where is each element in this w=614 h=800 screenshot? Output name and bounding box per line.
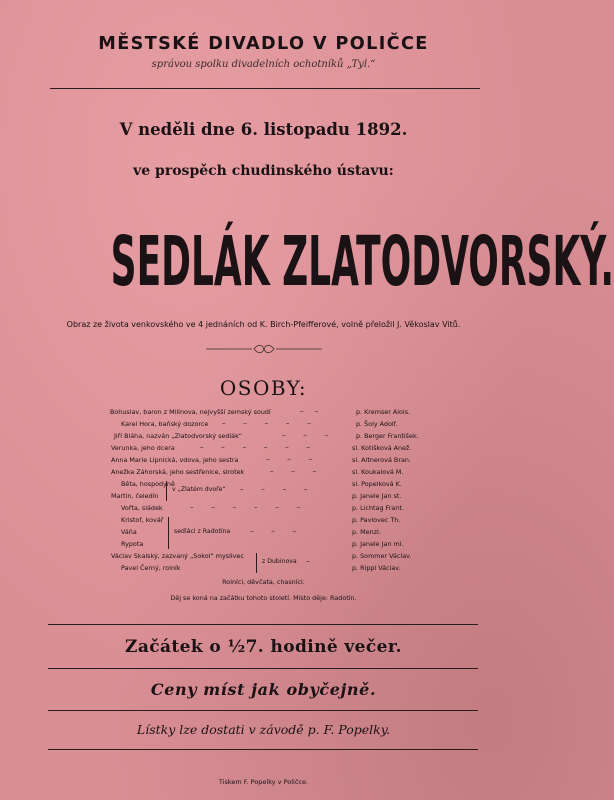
printer-imprint: Tiskem F. Popelky v Poličce. <box>218 778 309 786</box>
group-bracket <box>256 553 257 573</box>
cast-actor: p. Sommer Václav. <box>352 552 412 560</box>
prices-line: Ceny míst jak obyčejně. <box>150 680 377 699</box>
cast-actor: p. Kremser Alois. <box>356 408 411 416</box>
group-label: v „Zlatém dvoře“ <box>172 486 226 493</box>
footer-rule <box>48 624 478 625</box>
header-rule <box>50 88 480 89</box>
cast-role: Vořta, sládek <box>121 504 163 512</box>
flourish-icon <box>204 343 324 355</box>
group-label: z Dubinova <box>262 558 297 565</box>
cast-actor: p. Šoly Adolf. <box>356 420 398 428</box>
cast-actor: p. Rippl Václav. <box>352 564 401 572</box>
start-time: Začátek o ½7. hodině večer. <box>125 637 402 657</box>
cast-role: Martin, čeledín <box>111 492 159 500</box>
cast-actor: p. Berger František. <box>356 432 419 440</box>
extras-line: Rolníci, děvčata, chasníci. <box>222 578 305 586</box>
footer-rule <box>48 749 478 750</box>
group-bracket <box>166 481 167 501</box>
cast-role: Váňa <box>121 528 137 536</box>
play-subtitle: Obraz ze života venkovského ve 4 jednáních od K. Birch-Pfeifferové, volně přeložil J. Věkoslav Vitů. <box>66 320 461 329</box>
tickets-line: Lístky lze dostati v závodě p. F. Popelky. <box>136 722 391 737</box>
cast-actor: sl. Kotišková Anež. <box>352 444 412 452</box>
cast-role: Jiří Bláha, nazván „Zlatodvorský sedlák“ <box>114 432 243 440</box>
cast-role: Václav Skalský, zazvaný „Sokol“ myslivec <box>111 552 244 560</box>
play-title: SEDLÁK ZLATODVORSKÝ. <box>110 221 614 302</box>
footer-rule <box>48 668 478 669</box>
cast-actor: p. Janele Jan ml. <box>352 540 404 548</box>
ornament-divider <box>0 343 527 358</box>
theatre-poster: MĚSTSKÉ DIVADLO V POLIČCE správou spolku divadelních ochotníků „Tyl.“ V neděli dne 6. listopadu 1892. ve prospěch chudinského ústavu: SEDLÁK ZLATODVORSKÝ. Obraz ze života venkovského ve 4 jednáních od K. Birch-Pfeifferové, volně přeložil J. Věkoslav Vitů. OSOBY: Bohuslav, baron z Milínova, nejvyšší zemský soudí – – p. Kremser Alois. Karel Hora, baňský dozorce – – – – – p. Šoly Adolf. Jiří Bláha, nazván „Zlatodvorský sedlák“ – – – p. Berger František. Verunka, jeho dcera – – – – – – sl. Kotišková Anež. Anna Marie Lipnická, vdova, jeho sestra – – – sl. Altnerová Bran. Anežka Záhorská, jeho sestřenice, sirotek – – – sl. Koukalová M. Běta, hospodyně Martin, čeledín v „Zlatém dvoře“ – – – – sl. Popelková K. p. Janele Jan st. Vořta, sládek – – – – – – p. Lichtag Frant. Kristof, kovář Váňa Rypota sedláci z Radotína – – – p. Pavlovec Th. p. Menzl. p. Janele Jan ml. Václav Skalský, zazvaný „Sokol“ myslivec Pavel Černý, rolník z Dubinova – p. Sommer Václav. p. Rippl Václav. Rolníci, děvčata, chasníci. Děj se koná na začátku tohoto století. Místo děje: Radotín. Začátek o ½7. hodině večer. Ceny míst jak obyčejně. Lístky lze dostati v závodě p. F. Popelky. Tiskem F. Popelky v Poličce. <box>0 0 527 800</box>
cast-role: Rypota <box>121 540 144 548</box>
group-bracket <box>168 517 169 549</box>
cast-actor: sl. Altnerová Bran. <box>352 456 411 464</box>
setting-line: Děj se koná na začátku tohoto století. Místo děje: Radotín. <box>170 594 357 602</box>
group-label: sedláci z Radotína <box>174 528 231 535</box>
cast-heading: OSOBY: <box>219 376 308 400</box>
cast-role: Anna Marie Lipnická, vdova, jeho sestra <box>111 456 239 464</box>
performance-date: V neděli dne 6. listopadu 1892. <box>119 120 408 139</box>
cast-actor: p. Lichtag Frant. <box>352 504 404 512</box>
cast-role: Běta, hospodyně <box>121 480 175 488</box>
cast-actor: p. Pavlovec Th. <box>352 516 401 524</box>
cast-role: Kristof, kovář <box>121 516 164 524</box>
cast-actor: p. Janele Jan st. <box>352 492 402 500</box>
benefit-line: ve prospěch chudinského ústavu: <box>133 163 394 179</box>
cast-role: Karel Hora, baňský dozorce <box>121 420 209 428</box>
organizer-line: správou spolku divadelních ochotníků „Tyl.“ <box>151 59 376 70</box>
cast-role: Verunka, jeho dcera <box>111 444 175 452</box>
footer-rule <box>48 710 478 711</box>
cast-actor: sl. Popelková K. <box>352 480 402 488</box>
cast-actor: p. Menzl. <box>352 528 381 536</box>
cast-role: Pavel Černý, rolník <box>121 564 181 572</box>
cast-role: Anežka Záhorská, jeho sestřenice, sirotek <box>111 468 245 476</box>
cast-actor: sl. Koukalová M. <box>352 468 404 476</box>
theatre-name: MĚSTSKÉ DIVADLO V POLIČCE <box>98 33 429 54</box>
cast-role: Bohuslav, baron z Milínova, nejvyšší zemský soudí <box>110 408 271 416</box>
